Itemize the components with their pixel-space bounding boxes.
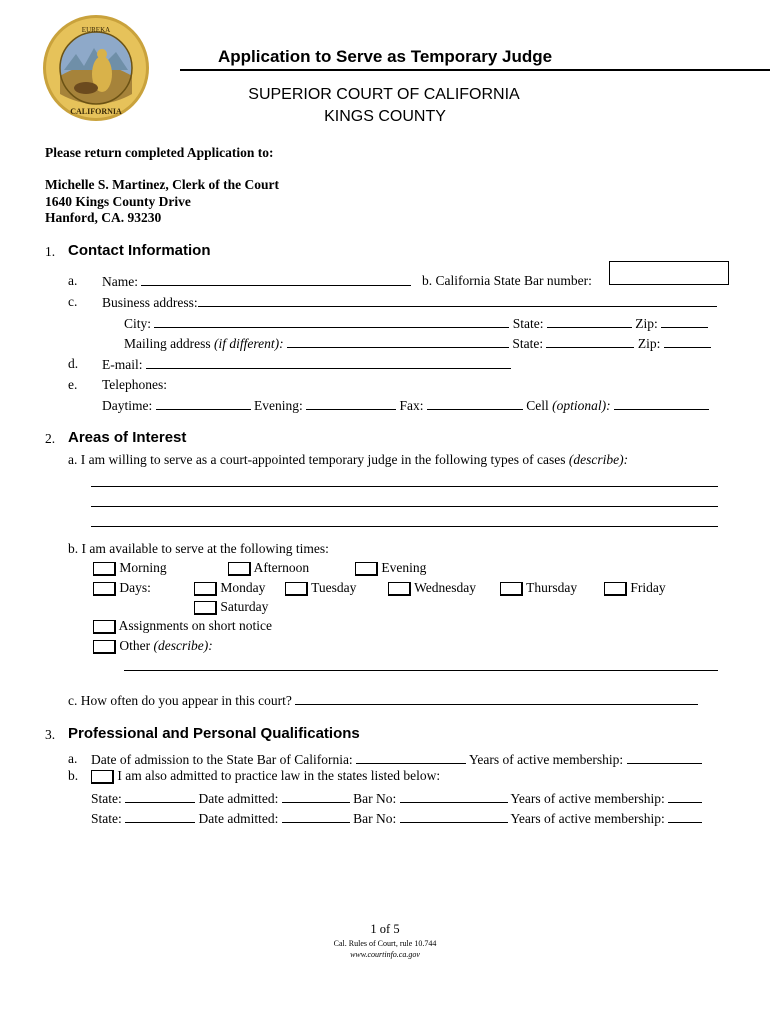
state-row-1: State: Date admitted: Bar No: Years of active membership: — [91, 790, 702, 807]
short-notice-checkbox[interactable] — [93, 620, 116, 634]
rule-citation: Cal. Rules of Court, rule 10.744 — [333, 939, 437, 948]
website: www.courtinfo.ca.gov — [350, 950, 420, 959]
other-checkbox[interactable] — [93, 640, 116, 654]
section2-number: 2. — [45, 431, 56, 446]
cases-question: a. I am willing to serve as a court-appointed temporary judge in the following types of cases (describe): — [68, 452, 629, 467]
frequency-row: c. How often do you appear in this court? — [68, 692, 698, 709]
clerk-name: Michelle S. Martinez, Clerk of the Court — [45, 177, 279, 192]
state-2-field[interactable] — [125, 810, 195, 823]
mailing-state-field[interactable] — [546, 335, 634, 348]
other-states-checkbox[interactable] — [91, 770, 114, 784]
morning-checkbox[interactable] — [93, 562, 116, 576]
afternoon-checkbox[interactable] — [228, 562, 251, 576]
item-3b-label: b. — [68, 768, 79, 783]
item-3a-label: a. — [68, 751, 78, 766]
thursday-checkbox[interactable] — [500, 582, 523, 596]
bar-number-label: b. California State Bar number: — [422, 273, 592, 288]
bar-no-1-field[interactable] — [400, 790, 508, 803]
title-rule — [180, 69, 770, 71]
cell-phone-field[interactable] — [614, 397, 709, 410]
return-label: Please return completed Application to: — [45, 145, 274, 160]
section3-number: 3. — [45, 727, 56, 742]
svg-text:CALIFORNIA: CALIFORNIA — [70, 107, 122, 116]
other-option: Other (describe): — [93, 638, 213, 654]
availability-question: b. I am available to serve at the following times: — [68, 541, 329, 556]
friday-option: Friday — [604, 580, 666, 596]
item-e-label: e. — [68, 377, 78, 392]
fax-field[interactable] — [427, 397, 523, 410]
other-line[interactable] — [124, 670, 718, 671]
admission-date-field[interactable] — [356, 751, 466, 764]
business-address-field[interactable] — [198, 294, 717, 307]
county-name: KINGS COUNTY — [324, 108, 446, 125]
name-field[interactable] — [141, 273, 411, 286]
date-admitted-1-field[interactable] — [282, 790, 350, 803]
section1-number: 1. — [45, 244, 56, 259]
business-address-row: Business address: — [102, 294, 717, 311]
days-option: Days: — [93, 580, 151, 596]
city-row: City: State: Zip: — [124, 315, 708, 332]
evening-option: Evening — [355, 560, 426, 576]
form-title: Application to Serve as Temporary Judge — [218, 47, 553, 66]
section1-title: Contact Information — [68, 242, 211, 259]
short-notice-option: Assignments on short notice — [93, 618, 272, 634]
evening-phone-field[interactable] — [306, 397, 396, 410]
morning-option: Morning — [93, 560, 167, 576]
other-states-row: I am also admitted to practice law in the states listed below: — [91, 768, 440, 784]
tuesday-option: Tuesday — [285, 580, 356, 596]
saturday-checkbox[interactable] — [194, 601, 217, 615]
court-name: SUPERIOR COURT OF CALIFORNIA — [248, 86, 520, 103]
tuesday-checkbox[interactable] — [285, 582, 308, 596]
state-row-2: State: Date admitted: Bar No: Years of active membership: — [91, 810, 702, 827]
years-active-field[interactable] — [627, 751, 702, 764]
bar-no-2-field[interactable] — [400, 810, 508, 823]
item-d-label: d. — [68, 356, 79, 371]
email-row: E-mail: — [102, 356, 511, 373]
section3-title: Professional and Personal Qualifications — [68, 725, 360, 742]
email-field[interactable] — [146, 356, 511, 369]
state-1-field[interactable] — [125, 790, 195, 803]
admission-row: Date of admission to the State Bar of California: Years of active membership: — [91, 751, 702, 768]
item-c-label: c. — [68, 294, 78, 309]
item-a-label: a. — [68, 273, 78, 288]
friday-checkbox[interactable] — [604, 582, 627, 596]
wednesday-checkbox[interactable] — [388, 582, 411, 596]
phones-row: Daytime: Evening: Fax: Cell (optional): — [102, 397, 709, 414]
cases-line-3[interactable] — [91, 526, 718, 527]
years-2-field[interactable] — [668, 810, 702, 823]
thursday-option: Thursday — [500, 580, 577, 596]
page-number: 1 of 5 — [370, 922, 400, 936]
monday-option: Monday — [194, 580, 265, 596]
saturday-option: Saturday — [194, 599, 268, 615]
california-seal-logo — [42, 14, 150, 122]
section2-title: Areas of Interest — [68, 429, 187, 446]
days-checkbox[interactable] — [93, 582, 116, 596]
mailing-address-field[interactable] — [287, 335, 509, 348]
evening-checkbox[interactable] — [355, 562, 378, 576]
clerk-street: 1640 Kings County Drive — [45, 194, 191, 209]
city-field[interactable] — [154, 315, 509, 328]
date-admitted-2-field[interactable] — [282, 810, 350, 823]
cases-line-2[interactable] — [91, 506, 718, 507]
afternoon-option: Afternoon — [228, 560, 309, 576]
mailing-zip-field[interactable] — [664, 335, 711, 348]
mailing-row: Mailing address (if different): State: Zip: — [124, 335, 711, 352]
years-1-field[interactable] — [668, 790, 702, 803]
name-row: Name: — [102, 273, 411, 290]
bar-number-field[interactable] — [609, 261, 729, 285]
clerk-city: Hanford, CA. 93230 — [45, 210, 162, 225]
frequency-field[interactable] — [295, 692, 698, 705]
svg-text:EUREKA: EUREKA — [81, 26, 111, 34]
daytime-phone-field[interactable] — [156, 397, 251, 410]
monday-checkbox[interactable] — [194, 582, 217, 596]
wednesday-option: Wednesday — [388, 580, 476, 596]
telephones-label: Telephones: — [102, 377, 168, 392]
zip-field[interactable] — [661, 315, 708, 328]
state-field[interactable] — [547, 315, 632, 328]
cases-line-1[interactable] — [91, 486, 718, 487]
